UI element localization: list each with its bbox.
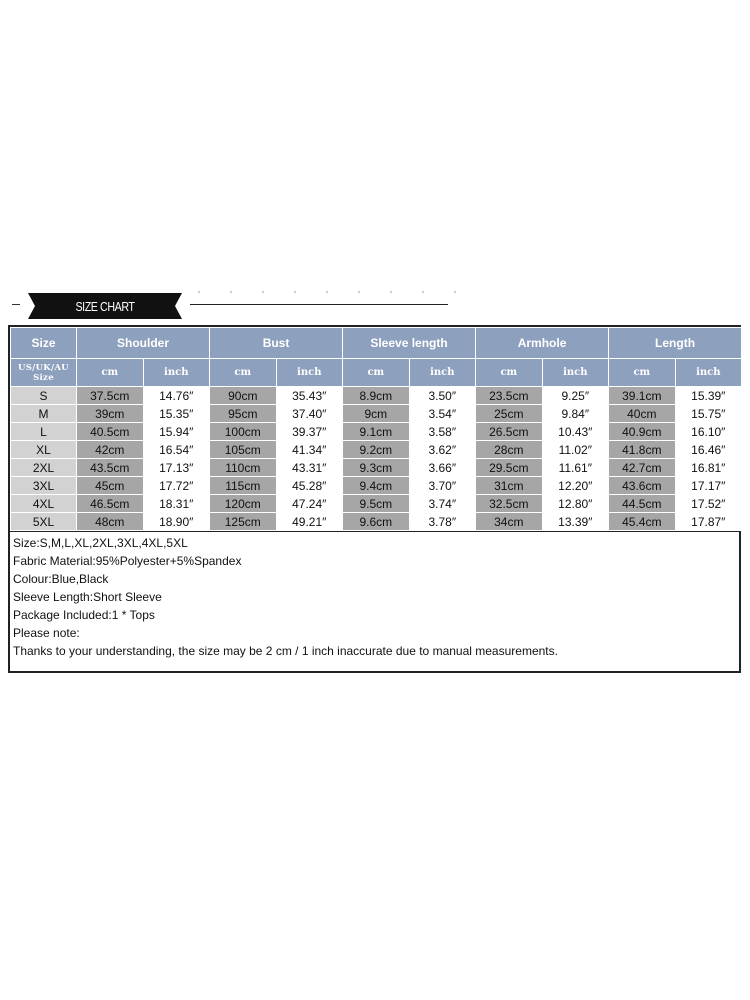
unit-cm: cm: [609, 359, 676, 387]
size-table-body: [11, 387, 742, 531]
inch-cell: 14.76″: [143, 387, 210, 405]
inch-cell: 3.62″: [409, 441, 476, 459]
inch-cell: 3.66″: [409, 459, 476, 477]
cm-cell: 90cm: [210, 387, 277, 405]
inch-cell: 10.43″: [542, 423, 609, 441]
inch-cell: 35.43″: [276, 387, 343, 405]
decorative-dot: [198, 291, 200, 293]
size-cell: 4XL: [11, 495, 77, 513]
cm-cell: 125cm: [210, 513, 277, 531]
table-row: [11, 495, 742, 513]
header-size-region: [11, 359, 77, 387]
size-cell: S: [11, 387, 77, 405]
decorative-dot: [230, 291, 232, 293]
cm-cell: 40.5cm: [77, 423, 144, 441]
size-cell: 5XL: [11, 513, 77, 531]
inch-cell: 17.87″: [675, 513, 742, 531]
size-region-label: US/UK/AU: [18, 362, 69, 373]
cm-cell: 9.2cm: [343, 441, 410, 459]
table-row: [11, 423, 742, 441]
note-line: Thanks to your understanding, the size may be 2 cm / 1 inch inaccurate due to manual measurements.: [13, 644, 558, 658]
unit-inch: inch: [409, 359, 476, 387]
unit-cm: cm: [77, 359, 144, 387]
cm-cell: 48cm: [77, 513, 144, 531]
note-line: Sleeve Length:Short Sleeve: [13, 590, 162, 604]
inch-cell: 39.37″: [276, 423, 343, 441]
table-row: [11, 477, 742, 495]
cm-cell: 41.8cm: [609, 441, 676, 459]
inch-cell: 13.39″: [542, 513, 609, 531]
cm-cell: 105cm: [210, 441, 277, 459]
cm-cell: 39cm: [77, 405, 144, 423]
banner-title: SIZE CHART: [75, 298, 135, 314]
cm-cell: 42cm: [77, 441, 144, 459]
table-row: [11, 513, 742, 531]
cm-cell: 9.1cm: [343, 423, 410, 441]
banner-dot-row: [190, 291, 448, 295]
note-line: Please note:: [13, 626, 80, 640]
inch-cell: 3.58″: [409, 423, 476, 441]
inch-cell: 11.02″: [542, 441, 609, 459]
table-row: [11, 405, 742, 423]
unit-inch: inch: [143, 359, 210, 387]
inch-cell: 47.24″: [276, 495, 343, 513]
header-bust: Bust: [210, 328, 343, 359]
cm-cell: 9.4cm: [343, 477, 410, 495]
inch-cell: 3.50″: [409, 387, 476, 405]
size-region-sub-label: Size: [33, 372, 54, 383]
inch-cell: 3.74″: [409, 495, 476, 513]
table-row: [11, 441, 742, 459]
header-sleeve-length: Sleeve length: [343, 328, 476, 359]
header-row-units: [11, 359, 742, 387]
size-chart: [8, 325, 741, 673]
inch-cell: 9.84″: [542, 405, 609, 423]
inch-cell: 15.75″: [675, 405, 742, 423]
inch-cell: 3.78″: [409, 513, 476, 531]
cm-cell: 9.3cm: [343, 459, 410, 477]
decorative-dot: [390, 291, 392, 293]
cm-cell: 23.5cm: [476, 387, 543, 405]
note-line: Size:S,M,L,XL,2XL,3XL,4XL,5XL: [13, 536, 188, 550]
size-cell: 3XL: [11, 477, 77, 495]
size-cell: 2XL: [11, 459, 77, 477]
cm-cell: 45cm: [77, 477, 144, 495]
inch-cell: 9.25″: [542, 387, 609, 405]
decorative-dot: [358, 291, 360, 293]
inch-cell: 16.81″: [675, 459, 742, 477]
inch-cell: 49.21″: [276, 513, 343, 531]
unit-cm: cm: [476, 359, 543, 387]
decorative-dot: [422, 291, 424, 293]
size-chart-banner: [28, 293, 182, 319]
cm-cell: 45.4cm: [609, 513, 676, 531]
decorative-dot: [294, 291, 296, 293]
inch-cell: 3.70″: [409, 477, 476, 495]
cm-cell: 43.5cm: [77, 459, 144, 477]
unit-inch: inch: [276, 359, 343, 387]
banner-rule-line: [190, 304, 448, 305]
cm-cell: 28cm: [476, 441, 543, 459]
banner-left-dash: [12, 304, 20, 305]
inch-cell: 15.94″: [143, 423, 210, 441]
size-cell: L: [11, 423, 77, 441]
cm-cell: 8.9cm: [343, 387, 410, 405]
decorative-dot: [454, 291, 456, 293]
unit-cm: cm: [210, 359, 277, 387]
cm-cell: 44.5cm: [609, 495, 676, 513]
inch-cell: 17.13″: [143, 459, 210, 477]
inch-cell: 18.90″: [143, 513, 210, 531]
table-row: [11, 387, 742, 405]
inch-cell: 15.35″: [143, 405, 210, 423]
header-row-measurements: [11, 328, 742, 359]
cm-cell: 46.5cm: [77, 495, 144, 513]
cm-cell: 110cm: [210, 459, 277, 477]
inch-cell: 16.10″: [675, 423, 742, 441]
cm-cell: 100cm: [210, 423, 277, 441]
header-armhole: Armhole: [476, 328, 609, 359]
inch-cell: 37.40″: [276, 405, 343, 423]
cm-cell: 120cm: [210, 495, 277, 513]
note-line: Package Included:1 * Tops: [13, 608, 155, 622]
unit-inch: inch: [542, 359, 609, 387]
product-notes: [10, 531, 739, 671]
size-table: [10, 327, 742, 531]
inch-cell: 41.34″: [276, 441, 343, 459]
inch-cell: 16.54″: [143, 441, 210, 459]
inch-cell: 17.17″: [675, 477, 742, 495]
cm-cell: 40cm: [609, 405, 676, 423]
size-cell: XL: [11, 441, 77, 459]
header-size: Size: [11, 328, 77, 359]
cm-cell: 115cm: [210, 477, 277, 495]
inch-cell: 17.72″: [143, 477, 210, 495]
cm-cell: 29.5cm: [476, 459, 543, 477]
inch-cell: 16.46″: [675, 441, 742, 459]
cm-cell: 39.1cm: [609, 387, 676, 405]
inch-cell: 3.54″: [409, 405, 476, 423]
cm-cell: 25cm: [476, 405, 543, 423]
inch-cell: 12.20″: [542, 477, 609, 495]
header-length: Length: [609, 328, 742, 359]
decorative-dot: [326, 291, 328, 293]
note-line: Fabric Material:95%Polyester+5%Spandex: [13, 554, 242, 568]
inch-cell: 45.28″: [276, 477, 343, 495]
cm-cell: 9cm: [343, 405, 410, 423]
cm-cell: 34cm: [476, 513, 543, 531]
table-row: [11, 459, 742, 477]
cm-cell: 31cm: [476, 477, 543, 495]
inch-cell: 15.39″: [675, 387, 742, 405]
inch-cell: 11.61″: [542, 459, 609, 477]
inch-cell: 18.31″: [143, 495, 210, 513]
size-cell: M: [11, 405, 77, 423]
cm-cell: 42.7cm: [609, 459, 676, 477]
cm-cell: 9.5cm: [343, 495, 410, 513]
cm-cell: 37.5cm: [77, 387, 144, 405]
header-shoulder: Shoulder: [77, 328, 210, 359]
inch-cell: 43.31″: [276, 459, 343, 477]
unit-inch: inch: [675, 359, 742, 387]
cm-cell: 40.9cm: [609, 423, 676, 441]
cm-cell: 43.6cm: [609, 477, 676, 495]
cm-cell: 26.5cm: [476, 423, 543, 441]
unit-cm: cm: [343, 359, 410, 387]
cm-cell: 9.6cm: [343, 513, 410, 531]
note-line: Colour:Blue,Black: [13, 572, 109, 586]
decorative-dot: [262, 291, 264, 293]
inch-cell: 12.80″: [542, 495, 609, 513]
cm-cell: 95cm: [210, 405, 277, 423]
cm-cell: 32.5cm: [476, 495, 543, 513]
inch-cell: 17.52″: [675, 495, 742, 513]
